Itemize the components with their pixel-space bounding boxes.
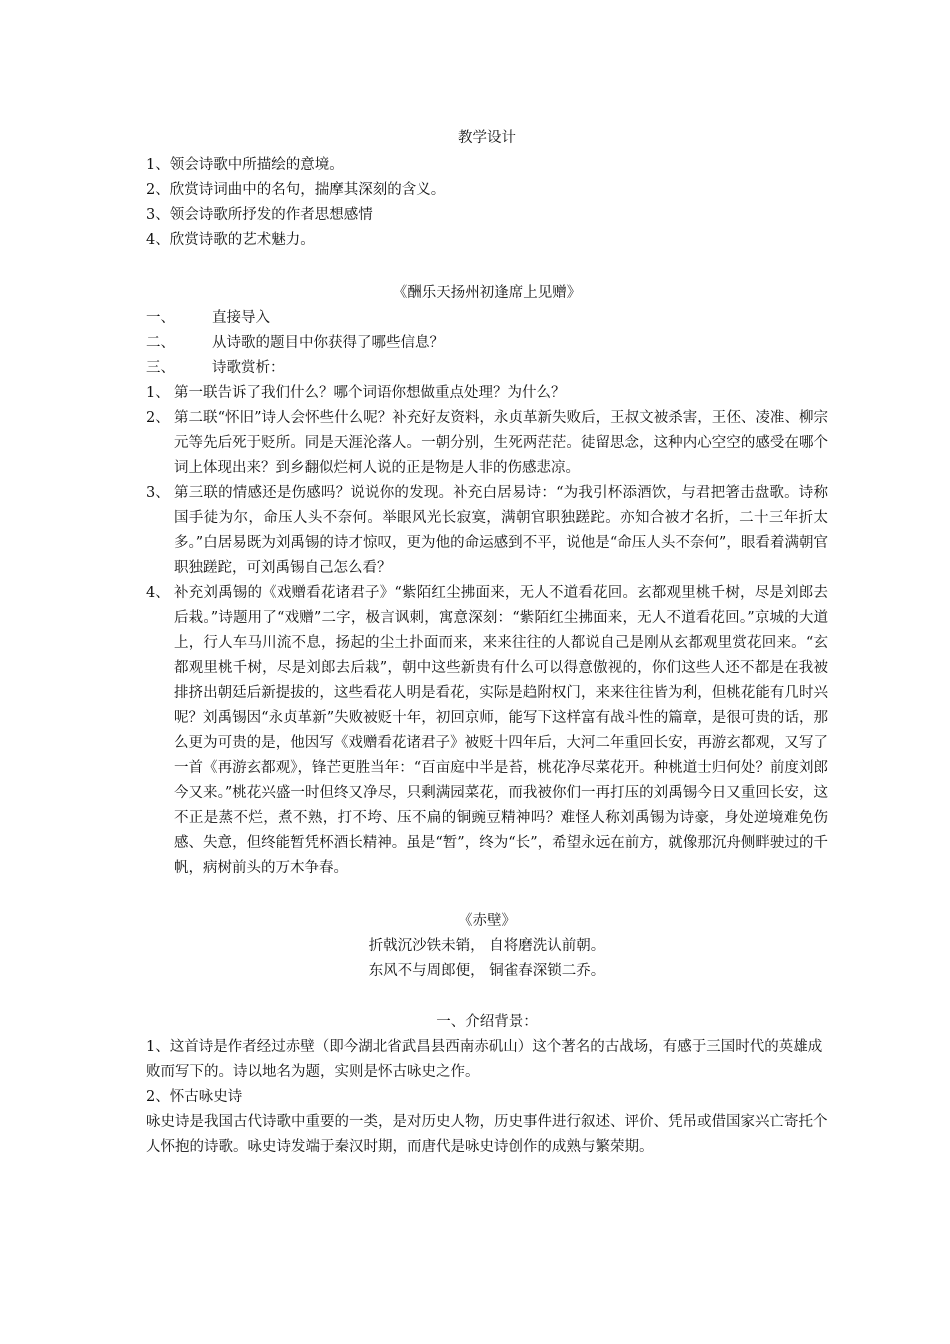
objective-item: 1、领会诗歌中所描绘的意境。	[146, 157, 344, 173]
question-text: 第一联告诉了我们什么？哪个词语你想做重点处理？为什么？	[174, 385, 566, 401]
question-number: 4、	[146, 585, 170, 601]
objective-item: 2、欣赏诗词曲中的名句，揣摩其深刻的含义。	[146, 182, 446, 198]
objective-item: 3、领会诗歌所抒发的作者思想感情	[146, 207, 373, 223]
lesson-step	[146, 356, 828, 381]
document-page	[146, 126, 828, 1160]
question-text: 补充刘禹锡的《戏赠看花诸君子》“紫陌红尘拂面来，无人不道看花回。玄都观里桃千树，尽是刘郎去后栽。”诗题用了“戏赠”二字，极言讽刺，寓意深刻：“紫陌红尘拂面来，无人不道看花回。”京城的大道上，行人车马川流不息，扬起的尘土扑面而来，来来往往的人都说自己是刚从玄都观里赏花回来。“玄都观里桃千树，尽是刘郎去后栽”，朝中这些新贵有什么可以得意傲视的，你们这些人还不都是在我被排挤出朝廷后新提拔的，这些看花人明是看花，实际是趋附权门，来来往往皆为利，但桃花能有几时兴呢？刘禹锡因“永贞革新”失败被贬十年，初回京师，能写下这样富有战斗性的篇章，是很可贵的话，那么更为可贵的是，他因写《戏赠看花诸君子》被贬十四年后，大河二年重回长安，再游玄都观，又写了一首《再游玄都观》，锋芒更胜当年：“百亩庭中半是苔，桃花净尽菜花开。种桃道士归何处？前度刘郎今又来。”桃花兴盛一时但终又净尽，只剩满园菜花，而我被你们一再打压的刘禹锡今日又重回长安，这不正是蒸不烂，煮不熟，打不垮、压不扁的铜豌豆精神吗？难怪人称刘禹锡为诗豪，身处逆境难免伤感、失意，但终能暂凭杯酒长精神。虽是“暂”，终为“长”，希望永远在前方，就像那沉舟侧畔驶过的千帆，病树前头的万木争春。	[174, 585, 828, 876]
question-item	[146, 481, 828, 581]
question-number: 2、	[146, 410, 170, 426]
paragraph: 1、这首诗是作者经过赤壁（即今湖北省武昌县西南赤矶山）这个著名的古战场，有感于三国时代的英雄成败而写下的。诗以地名为题，实则是怀古咏史之作。	[146, 1039, 823, 1080]
question-text: 第二联“怀旧”诗人会怀些什么呢？补充好友资料，永贞革新失败后，王叔文被杀害，王伾、凌准、柳宗元等先后死于贬所。同是天涯沦落人。一朝分别，生死两茫茫。徒留思念，这种内心空空的感受在哪个词上体现出来？到乡翻似烂柯人说的正是物是人非的伤感悲凉。	[174, 410, 828, 476]
question-number: 1、	[146, 385, 170, 401]
poem-line: 东风不与周郎便， 铜雀春深锁二乔。	[368, 963, 606, 979]
step-number: 三、	[146, 360, 175, 376]
question-text: 第三联的情感还是伤感吗？说说你的发现。补充白居易诗：“为我引杯添酒饮，与君把箸击盘歌。诗称国手徒为尔，命压人头不奈何。举眼风光长寂寞，满朝官职独蹉跎。亦知合被才名折，二十三年折太多。”白居易既为刘禹锡的诗才惊叹，更为他的命运感到不平，说他是“命压人头不奈何”，眼看着满朝官职独蹉跎，可刘禹锡自己怎么看？	[174, 485, 828, 576]
appreciation-questions	[146, 381, 828, 881]
poem-title-chou-le-tian: 《酬乐天扬州初逢席上见赠》	[392, 285, 582, 301]
objective-item: 4、欣赏诗歌的艺术魅力。	[146, 232, 315, 248]
step-text: 诗歌赏析：	[212, 360, 285, 376]
question-item	[146, 406, 828, 481]
objectives-list	[146, 153, 828, 253]
lesson-steps	[146, 306, 828, 381]
lesson-step	[146, 331, 828, 356]
question-number: 3、	[146, 485, 170, 501]
poem-line: 折戟沉沙铁未销， 自将磨洗认前朝。	[368, 938, 606, 954]
lesson-step	[146, 306, 828, 331]
section-subheading: 一、介绍背景：	[436, 1014, 538, 1030]
step-number: 二、	[146, 335, 175, 351]
step-number: 一、	[146, 310, 175, 326]
poem-title-chi-bi: 《赤壁》	[458, 913, 516, 929]
step-text: 直接导入	[212, 310, 270, 326]
document-title: 教学设计	[458, 130, 516, 146]
paragraph: 2、怀古咏史诗	[146, 1089, 243, 1105]
question-item	[146, 581, 828, 881]
step-text: 从诗歌的题目中你获得了哪些信息？	[212, 335, 444, 351]
question-item	[146, 381, 828, 406]
paragraph: 咏史诗是我国古代诗歌中重要的一类，是对历史人物，历史事件进行叙述、评价、凭吊或借国家兴亡寄托个人怀抱的诗歌。咏史诗发端于秦汉时期，而唐代是咏史诗创作的成熟与繁荣期。	[146, 1114, 828, 1155]
